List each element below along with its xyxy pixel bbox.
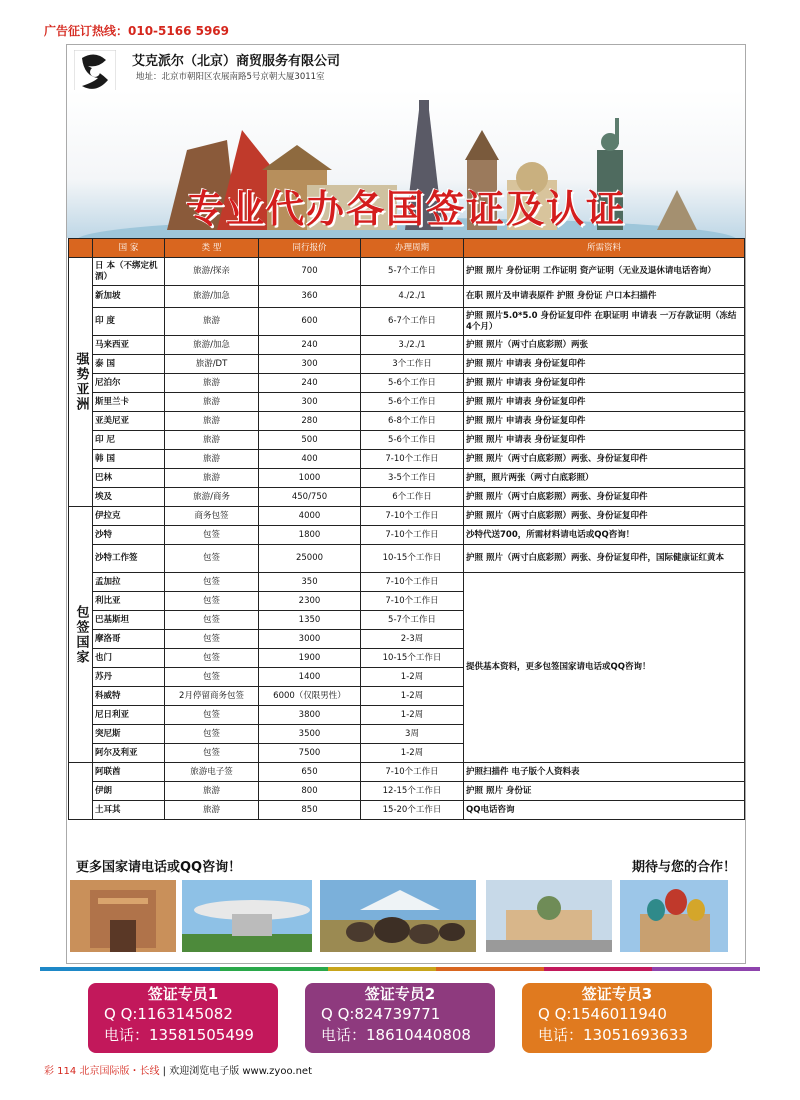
cell-type: 旅游 xyxy=(165,412,259,431)
landmarks-banner xyxy=(67,90,745,238)
table-row xyxy=(69,393,745,412)
visa-table-body xyxy=(69,258,745,820)
cell-country: 土耳其 xyxy=(93,801,165,820)
cell-country: 利比亚 xyxy=(93,592,165,611)
cell-type: 包签 xyxy=(165,744,259,763)
cell-country: 摩洛哥 xyxy=(93,630,165,649)
header-country: 国 家 xyxy=(93,239,165,258)
cell-price: 3800 xyxy=(259,706,361,725)
cell-country: 新加坡 xyxy=(93,286,165,308)
cell-type: 包签 xyxy=(165,725,259,744)
header-docs: 所需资料 xyxy=(464,239,745,258)
cell-docs: 护照 照片 身份证明 工作证明 资产证明（无业及退休请电话咨询） xyxy=(464,258,745,286)
cell-type: 旅游 xyxy=(165,374,259,393)
cell-docs: 护照 照片 申请表 身份证复印件 xyxy=(464,412,745,431)
cell-price: 2300 xyxy=(259,592,361,611)
cell-price: 280 xyxy=(259,412,361,431)
cell-docs: 护照 照片（两寸白底彩照）两张 xyxy=(464,336,745,355)
cell-docs: 在职 照片及申请表原件 护照 身份证 户口本扫描件 xyxy=(464,286,745,308)
table-row xyxy=(69,545,745,573)
cell-type: 旅游 xyxy=(165,469,259,488)
page-number: 彩 114 北京国际版・长线 xyxy=(44,1066,160,1077)
agent-title: 签证专员3 xyxy=(581,985,653,1003)
agent-title: 签证专员1 xyxy=(147,985,219,1003)
cell-country: 也门 xyxy=(93,649,165,668)
cell-country: 伊拉克 xyxy=(93,507,165,526)
cell-period: 1-2周 xyxy=(361,668,464,687)
table-row xyxy=(69,336,745,355)
cell-period: 3./2./1 xyxy=(361,336,464,355)
cell-price: 600 xyxy=(259,308,361,336)
ad-hotline: 广告征订热线：010-5166 5969 xyxy=(44,24,230,38)
cell-period: 5-6个工作日 xyxy=(361,374,464,393)
cell-type: 旅游 xyxy=(165,308,259,336)
cell-country: 斯里兰卡 xyxy=(93,393,165,412)
header-price: 同行报价 xyxy=(259,239,361,258)
more-countries-note: 更多国家请电话或QQ咨询！ xyxy=(76,860,242,875)
cell-type: 旅游/探亲 xyxy=(165,258,259,286)
cell-price: 7500 xyxy=(259,744,361,763)
cell-type: 2月停留商务包签 xyxy=(165,687,259,706)
cell-country: 尼泊尔 xyxy=(93,374,165,393)
cell-country: 韩 国 xyxy=(93,450,165,469)
cell-country: 日 本（不绑定机酒） xyxy=(93,258,165,286)
cell-price: 850 xyxy=(259,801,361,820)
table-row xyxy=(69,412,745,431)
cell-price: 6000（仅限男性） xyxy=(259,687,361,706)
company-address: 地址：北京市朝阳区农展南路5号京朝大厦3011室 xyxy=(136,72,325,82)
company-name: 艾克派尔（北京）商贸服务有限公司 xyxy=(132,54,341,69)
cell-period: 4./2./1 xyxy=(361,286,464,308)
footer-divider: | xyxy=(162,1066,170,1077)
cell-docs: 护照 照片（两寸白底彩照）两张、身份证复印件 xyxy=(464,507,745,526)
cell-period: 7-10个工作日 xyxy=(361,526,464,545)
table-row xyxy=(69,308,745,336)
table-header-row xyxy=(69,239,745,258)
cell-price: 25000 xyxy=(259,545,361,573)
header-period: 办理周期 xyxy=(361,239,464,258)
agent-qq[interactable]: Q Q:1546011940 xyxy=(538,1005,667,1023)
cell-price: 450/750 xyxy=(259,488,361,507)
cell-country: 伊朗 xyxy=(93,782,165,801)
cell-type: 包签 xyxy=(165,668,259,687)
cell-period: 1-2周 xyxy=(361,744,464,763)
cell-type: 旅游/商务 xyxy=(165,488,259,507)
cell-period: 10-15个工作日 xyxy=(361,545,464,573)
region-label xyxy=(69,763,93,820)
cell-period: 6-8个工作日 xyxy=(361,412,464,431)
color-divider xyxy=(40,967,760,971)
cell-docs: 护照 照片 申请表 身份证复印件 xyxy=(464,393,745,412)
cell-docs: 护照 照片（两寸白底彩照）两张、身份证复印件 xyxy=(464,488,745,507)
cell-country: 科威特 xyxy=(93,687,165,706)
cell-period: 6-7个工作日 xyxy=(361,308,464,336)
cell-docs: 护照 照片 申请表 身份证复印件 xyxy=(464,374,745,393)
agent-phone[interactable]: 电话：13051693633 xyxy=(538,1026,688,1044)
cell-country: 沙特工作签 xyxy=(93,545,165,573)
cell-type: 旅游 xyxy=(165,450,259,469)
cell-type: 旅游电子签 xyxy=(165,763,259,782)
cell-docs: QQ电话咨询 xyxy=(464,801,745,820)
cell-price: 360 xyxy=(259,286,361,308)
header-type: 类 型 xyxy=(165,239,259,258)
cell-type: 包签 xyxy=(165,706,259,725)
cell-country: 阿联酋 xyxy=(93,763,165,782)
table-row xyxy=(69,763,745,782)
table-row xyxy=(69,469,745,488)
cell-price: 1800 xyxy=(259,526,361,545)
church-photo xyxy=(620,880,728,952)
cell-price: 1000 xyxy=(259,469,361,488)
cell-country: 突尼斯 xyxy=(93,725,165,744)
cell-price: 400 xyxy=(259,450,361,469)
cell-country: 巴林 xyxy=(93,469,165,488)
cell-country: 巴基斯坦 xyxy=(93,611,165,630)
cell-docs: 护照扫描件 电子版个人资料表 xyxy=(464,763,745,782)
cell-type: 商务包签 xyxy=(165,507,259,526)
cell-price: 800 xyxy=(259,782,361,801)
cell-type: 包签 xyxy=(165,630,259,649)
cell-type: 包签 xyxy=(165,573,259,592)
cell-type: 旅游 xyxy=(165,393,259,412)
cell-price: 1900 xyxy=(259,649,361,668)
cell-period: 15-20个工作日 xyxy=(361,801,464,820)
cell-type: 旅游 xyxy=(165,431,259,450)
cell-period: 5-7个工作日 xyxy=(361,611,464,630)
cell-docs: 护照 照片 申请表 身份证复印件 xyxy=(464,431,745,450)
cell-country: 亚美尼亚 xyxy=(93,412,165,431)
agent-qq[interactable]: Q Q:1163145082 xyxy=(104,1005,233,1023)
cell-type: 旅游 xyxy=(165,782,259,801)
cell-country: 马来西亚 xyxy=(93,336,165,355)
cell-period: 6个工作日 xyxy=(361,488,464,507)
elephants-photo xyxy=(320,880,476,952)
cell-period: 3周 xyxy=(361,725,464,744)
cell-period: 7-10个工作日 xyxy=(361,763,464,782)
cell-period: 5-6个工作日 xyxy=(361,393,464,412)
cell-docs: 护照 照片（两寸白底彩照）两张、身份证复印件，国际健康证红黄本 xyxy=(464,545,745,573)
region-label: 强势亚洲 xyxy=(69,258,93,507)
cell-period: 1-2周 xyxy=(361,706,464,725)
headline: 专业代办各国签证及认证 xyxy=(185,187,626,231)
cell-period: 10-15个工作日 xyxy=(361,649,464,668)
cell-type: 包签 xyxy=(165,545,259,573)
cell-country: 尼日利亚 xyxy=(93,706,165,725)
table-row xyxy=(69,782,745,801)
cell-docs: 护照 照片 申请表 身份证复印件 xyxy=(464,355,745,374)
header-region xyxy=(69,239,93,258)
visa-table xyxy=(68,238,745,820)
cell-price: 3000 xyxy=(259,630,361,649)
cell-type: 旅游/加急 xyxy=(165,336,259,355)
cell-period: 7-10个工作日 xyxy=(361,450,464,469)
cell-price: 300 xyxy=(259,393,361,412)
cell-period: 3-5个工作日 xyxy=(361,469,464,488)
agent-card-2 xyxy=(305,983,495,1053)
cell-country: 印 尼 xyxy=(93,431,165,450)
mosque-photo xyxy=(486,880,612,952)
cell-price: 4000 xyxy=(259,507,361,526)
table-row xyxy=(69,801,745,820)
region-label: 包签国家 xyxy=(69,507,93,763)
cell-price: 500 xyxy=(259,431,361,450)
modern-building-photo xyxy=(182,880,312,952)
table-row xyxy=(69,355,745,374)
cell-country: 孟加拉 xyxy=(93,573,165,592)
cell-docs: 护照 照片5.0*5.0 身份证复印件 在职证明 申请表 一万存款证明（冻结4个月） xyxy=(464,308,745,336)
cell-price: 700 xyxy=(259,258,361,286)
agent-title: 签证专员2 xyxy=(364,985,436,1003)
cell-country: 埃及 xyxy=(93,488,165,507)
cell-docs: 沙特代送700，所需材料请电话或QQ咨询！ xyxy=(464,526,745,545)
cell-country: 印 度 xyxy=(93,308,165,336)
cell-docs: 护照 照片 身份证 xyxy=(464,782,745,801)
cell-period: 3个工作日 xyxy=(361,355,464,374)
table-row xyxy=(69,286,745,308)
table-row xyxy=(69,488,745,507)
cell-country: 阿尔及利亚 xyxy=(93,744,165,763)
agent-card-3 xyxy=(522,983,712,1053)
cell-price: 650 xyxy=(259,763,361,782)
cell-price: 300 xyxy=(259,355,361,374)
cell-country: 泰 国 xyxy=(93,355,165,374)
cell-price: 3500 xyxy=(259,725,361,744)
agent-phone[interactable]: 电话：18610440808 xyxy=(321,1026,471,1044)
cell-price: 1400 xyxy=(259,668,361,687)
agent-qq[interactable]: Q Q:824739771 xyxy=(321,1005,441,1023)
cell-period: 5-7个工作日 xyxy=(361,258,464,286)
cell-price: 1350 xyxy=(259,611,361,630)
cell-country: 沙特 xyxy=(93,526,165,545)
cell-period: 5-6个工作日 xyxy=(361,431,464,450)
cell-price: 240 xyxy=(259,336,361,355)
table-row xyxy=(69,573,745,592)
cell-price: 240 xyxy=(259,374,361,393)
page-footer xyxy=(44,1062,312,1077)
agent-card-1 xyxy=(88,983,278,1053)
table-row xyxy=(69,507,745,526)
cooperation-note: 期待与您的合作！ xyxy=(631,860,736,875)
website-link[interactable]: 欢迎浏览电子版 www.zyoo.net xyxy=(169,1066,312,1077)
table-row xyxy=(69,526,745,545)
cell-period: 1-2周 xyxy=(361,687,464,706)
cell-type: 包签 xyxy=(165,526,259,545)
table-row xyxy=(69,431,745,450)
table-row xyxy=(69,374,745,393)
cell-type: 旅游/DT xyxy=(165,355,259,374)
cell-period: 7-10个工作日 xyxy=(361,573,464,592)
cell-type: 旅游 xyxy=(165,801,259,820)
agent-phone[interactable]: 电话：13581505499 xyxy=(104,1026,254,1044)
cell-price: 350 xyxy=(259,573,361,592)
cell-docs-merged: 提供基本资料，更多包签国家请电话或QQ咨询！ xyxy=(464,573,745,763)
cell-type: 包签 xyxy=(165,592,259,611)
cell-period: 12-15个工作日 xyxy=(361,782,464,801)
petra-photo xyxy=(70,880,176,952)
cell-country: 苏丹 xyxy=(93,668,165,687)
cell-period: 2-3周 xyxy=(361,630,464,649)
table-row xyxy=(69,258,745,286)
cell-type: 包签 xyxy=(165,649,259,668)
cell-period: 7-10个工作日 xyxy=(361,507,464,526)
table-row xyxy=(69,450,745,469)
cell-period: 7-10个工作日 xyxy=(361,592,464,611)
cell-type: 包签 xyxy=(165,611,259,630)
cell-docs: 护照，照片两张（两寸白底彩照） xyxy=(464,469,745,488)
cell-type: 旅游/加急 xyxy=(165,286,259,308)
cell-docs: 护照 照片（两寸白底彩照）两张、身份证复印件 xyxy=(464,450,745,469)
